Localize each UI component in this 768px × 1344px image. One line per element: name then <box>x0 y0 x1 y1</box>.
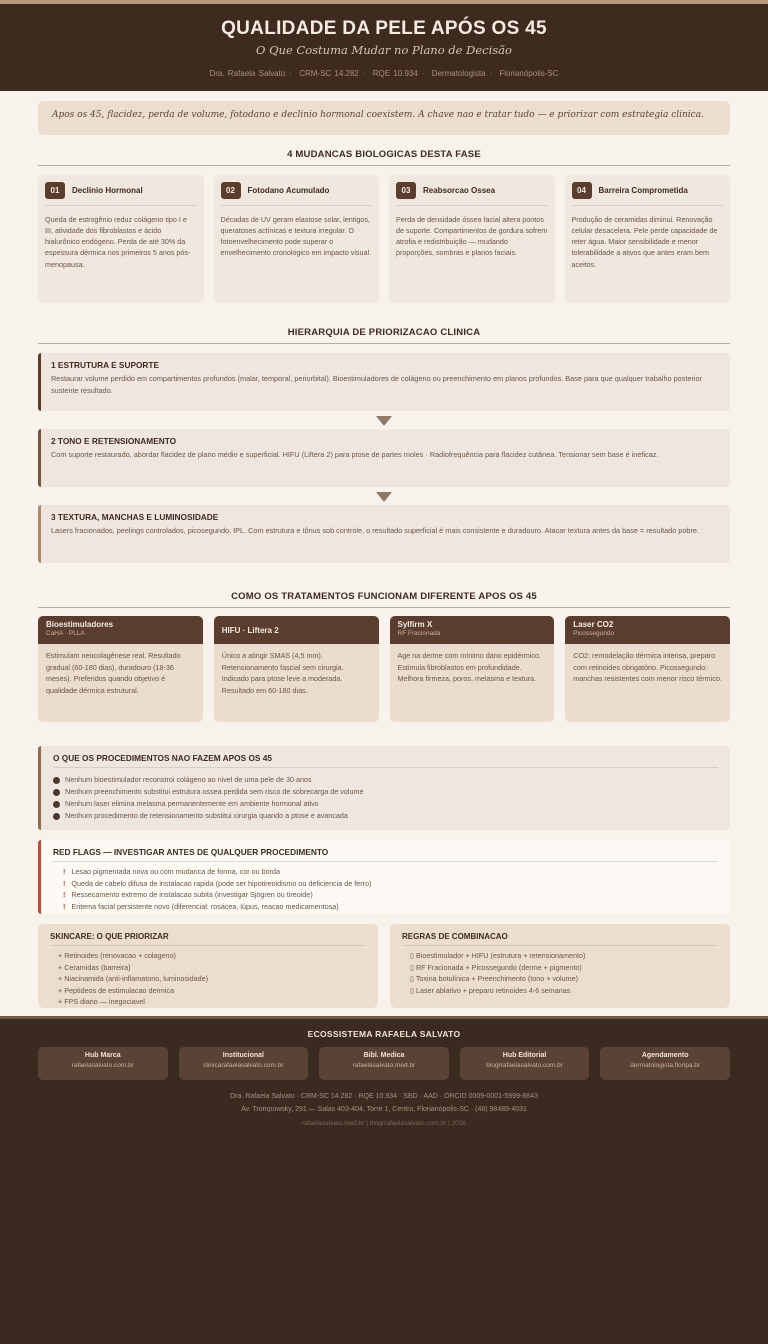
card-body: Produção de ceramidas diminui. Renovação celular desacelera. Pele perde capacidade de reter água. Maior sensibilidade e menor tolerabilidade a ativos que antes eram bem aceitos. <box>571 215 718 269</box>
bullet-dot-icon <box>53 801 60 808</box>
list-item: + Retinoides (renovacao + colageno) <box>58 951 176 960</box>
hierarchy-step <box>38 505 730 563</box>
author-name: Dra. Rafaela Salvato <box>209 69 286 78</box>
hub-url[interactable]: dermatologista.floripa.br <box>630 1062 701 1069</box>
card-body: Perda de densidade óssea facial altera pontos de suporte. Compartimentos de gordura sofrem atrofia e redistribuição — mudando proporções, sombras e planos faciais. <box>396 215 548 258</box>
bullet-dot-icon <box>53 813 60 820</box>
author-specialty: Dermatologista <box>431 69 486 78</box>
hub-link[interactable] <box>319 1047 449 1080</box>
list-item <box>63 901 718 913</box>
change-card <box>214 175 380 303</box>
card-number: 03 <box>396 182 416 199</box>
card-title: Barreira Comprometida <box>598 186 688 195</box>
treatment-card <box>214 616 379 722</box>
list-item-text: Lesao pigmentada nova ou com mudanca de forma, cor ou borda <box>71 867 280 876</box>
change-card <box>565 175 731 303</box>
changes-section <box>38 149 730 303</box>
change-card <box>38 175 204 303</box>
author-rqe: RQE 10.934 <box>372 69 418 78</box>
treatment-subtitle: CaHA · PLLA <box>46 630 85 637</box>
step-title: 1 ESTRUTURA E SUPORTE <box>51 360 160 370</box>
list-item <box>53 798 718 810</box>
hierarchy-step <box>38 353 730 411</box>
list-item: + FPS diario — inegociavel <box>58 997 145 1007</box>
card-number: 01 <box>45 182 65 199</box>
header <box>0 0 768 91</box>
skincare-list <box>50 950 366 1008</box>
hub-name: Hub Marca <box>84 1052 121 1059</box>
page-subtitle: O Que Costuma Mudar no Plano de Decisão <box>256 43 512 57</box>
card-body: Queda de estrogênio reduz colágeno tipo I e III, atividade dos fibroblastos e ácido hialurônico endógeno. Perda de até 30% da espessura dérmica nos primeiros 5 anos pós-menopausa. <box>45 215 191 269</box>
limits-box <box>38 746 730 830</box>
list-item: ▯ Bioestimulador + HIFU (estrutura + retensionamento) <box>410 951 586 960</box>
card-title: Fotodano Acumulado <box>247 186 330 195</box>
footer-address: Av. Trompowsky, 291 — Salas 403-404, Torre 1, Centro, Florianópolis-SC · (48) 98489-4031 <box>241 1106 527 1114</box>
list-item <box>63 889 718 901</box>
bullet-dot-icon <box>53 789 60 796</box>
changes-title: 4 MUDANCAS BIOLOGICAS DESTA FASE <box>38 149 730 166</box>
arrow-down-icon <box>376 416 392 426</box>
card-number: 02 <box>221 182 241 199</box>
hierarchy-section <box>38 327 730 563</box>
warning-icon: ! <box>63 890 66 900</box>
list-item-text: Eritema facial persistente novo (diferencial: rosácea, lúpus, reacao medicamentosa) <box>71 901 339 911</box>
hub-links <box>38 1047 730 1080</box>
treatment-name: HIFU · Liftera 2 <box>221 625 279 635</box>
limits-title: O QUE OS PROCEDIMENTOS NAO FAZEM APOS OS 45 <box>53 753 718 768</box>
hub-name: Institucional <box>222 1052 264 1059</box>
step-body: Lasers fracionados, peelings controlados, picosegundo, IPL. Com estrutura e tônus sob controle, o resultado superficial é mais consistente e duradouro. Atacar textura antes da base = resultado pobre. <box>51 526 699 535</box>
hub-name: Hub Editorial <box>502 1052 547 1059</box>
card-title: Declínio Hormonal <box>72 186 143 195</box>
list-item-text: Nenhum bioestimulador reconstroi colágeno ao nivel de uma pele de 30 anos <box>65 775 312 784</box>
hub-name: Agendamento <box>641 1052 689 1059</box>
combos-box <box>390 924 730 1008</box>
treatments-section <box>38 591 730 722</box>
warning-icon: ! <box>63 901 66 911</box>
arrow-down-icon <box>376 492 392 502</box>
page-title: QUALIDADE DA PELE APÓS OS 45 <box>221 18 547 39</box>
list-item: + Niacinamida (anti-inflamatorio, luminosidade) <box>58 974 209 984</box>
hub-link[interactable] <box>600 1047 730 1080</box>
bottom-boxes <box>38 924 730 1008</box>
card-number: 04 <box>572 182 592 199</box>
bullet-dot-icon <box>53 777 60 784</box>
list-item: ▯ RF Fracionada + Picossegundo (derme + pigmento) <box>410 962 582 972</box>
warning-icon: ! <box>63 867 66 876</box>
hierarchy-title: HIERARQUIA DE PRIORIZACAO CLINICA <box>38 327 730 344</box>
change-card <box>389 175 555 303</box>
author-meta: Dra. Rafaela Salvato · CRM-SC 14.282 · RQE 10.934 · Dermatologista · Florianópolis-SC <box>209 69 559 78</box>
treatments-title: COMO OS TRATAMENTOS FUNCIONAM DIFERENTE APOS OS 45 <box>38 591 730 608</box>
intro-text: Apos os 45, flacidez, perda de volume, fotodano e declinio hormonal coexistem. A chave nao e tratar tudo — e priorizar com estrategia clinica. <box>52 110 704 120</box>
intro-box <box>38 101 730 135</box>
treatment-body: Age na derme com mínimo dano epidérmico. Estimula fibroblastos em profundidade. Melhora firmeza, poros, melasma e textura. <box>397 651 541 684</box>
footer-title: ECOSSISTEMA RAFAELA SALVATO <box>307 1029 461 1039</box>
hub-url[interactable]: clinicarafaelasalvato.com.br <box>203 1062 284 1069</box>
treatment-body: Único a atingir SMAS (4,5 mm). Retensionamento fascial sem cirurgia. Indicado para ptose leve a moderada. Resultado em 60-180 dias. <box>221 651 344 695</box>
list-item-text: Nenhum laser elimina melasma permanentemente em ambiente hormonal ativo <box>65 799 319 809</box>
limits-list <box>53 774 718 822</box>
hub-link[interactable] <box>179 1047 309 1080</box>
treatment-subtitle: RF Fracionada <box>397 630 441 637</box>
list-item: + Peptideos de estimulacao dermica <box>58 985 175 995</box>
treatment-name: Laser CO2 <box>573 620 614 629</box>
red-flags-title: RED FLAGS — INVESTIGAR ANTES DE QUALQUER PROCEDIMENTO <box>53 847 718 862</box>
red-flags-box <box>38 840 730 914</box>
card-title: Reabsorcao Ossea <box>423 186 496 195</box>
list-item-text: Queda de cabelo difusa de instalacao rapida (pode ser hipotireoidismo ou deficiencia de ferro) <box>71 878 372 888</box>
card-body: Décadas de UV geram elastose solar, lentigos, queratoses actínicas e textura irregular. O fotoenvelhecimento pode superar o envelhecimento cronológico em impacto visual. <box>220 215 372 258</box>
step-title: 2 TONO E RETENSIONAMENTO <box>51 436 177 446</box>
list-item <box>63 866 718 878</box>
hierarchy-step <box>38 429 730 487</box>
list-item-text: Ressecamento extremo de instalacao subita (investigar Sjögren ou tireoide) <box>71 890 313 900</box>
list-item <box>53 774 718 786</box>
list-item: + Ceramidas (barreira) <box>58 962 131 972</box>
treatment-body: Estimulam neocolagênese real. Resultado gradual (60-180 dias), duradouro (18-36 meses). Preferidos quando objetivo é qualidade dérmica estrutural. <box>46 651 181 695</box>
treatment-name: Bioestimuladores <box>46 620 114 629</box>
list-item-text: Nenhum procedimento de retensionamento substitui cirurgia quando a ptose e avancada <box>65 811 348 821</box>
treatment-card <box>390 616 555 722</box>
changes-cards <box>38 175 730 303</box>
warning-icon: ! <box>63 878 66 888</box>
list-item <box>53 786 718 798</box>
treatment-name: Sylfirm X <box>397 620 433 629</box>
red-flags-list <box>53 866 718 912</box>
treatment-card <box>38 616 203 722</box>
list-item <box>63 878 718 890</box>
author-location: Florianópolis-SC <box>499 69 559 78</box>
combos-title: REGRAS DE COMBINACAO <box>402 932 718 946</box>
skincare-box <box>38 924 378 1008</box>
main-content <box>0 91 768 1016</box>
footer-links[interactable]: rafaelasalvato.med.br | blogrrafaelasalvato.com.br | 2026 <box>301 1119 467 1127</box>
footer <box>0 1016 768 1341</box>
list-item: ▯ Laser ablativo + preparo retinoides 4-6 semanas <box>410 985 571 995</box>
hub-link[interactable] <box>460 1047 590 1080</box>
footer-meta <box>0 1090 768 1117</box>
list-item <box>53 810 718 822</box>
treatment-card <box>565 616 730 722</box>
author-crm: CRM-SC 14.282 <box>299 69 359 78</box>
treatments-cards <box>38 616 730 722</box>
step-body: Restaurar volume perdido em compartimentos profundos (malar, temporal, periorbital). Bioestimuladores de colágeno ou preenchimento em planos profundos. Base para que qualquer trabalho posterior sustente resultado. <box>51 374 703 395</box>
step-title: 3 TEXTURA, MANCHAS E LUMINOSIDADE <box>51 512 219 522</box>
list-item: ▯ Toxina botulínica + Preenchimento (tono + volume) <box>410 974 579 984</box>
hub-link[interactable] <box>38 1047 168 1080</box>
hub-url[interactable]: rafaelasalvato.com.br <box>71 1062 134 1069</box>
treatment-body: CO2: remodelação dérmica intensa, preparo com retinoides obrigatório. Picossegundo: manchas resistentes com menor risco térmico. <box>573 651 722 684</box>
hub-url[interactable]: rafaelasalvato.med.br <box>352 1062 416 1069</box>
treatment-subtitle: Picossegundo <box>573 630 615 637</box>
hub-name: Bibl. Medica <box>363 1052 405 1059</box>
skincare-title: SKINCARE: O QUE PRIORIZAR <box>50 932 366 946</box>
list-item-text: Nenhum preenchimento substitui estrutura ossea perdida sem risco de sobrecarga de volume <box>65 787 364 797</box>
hub-url[interactable]: blogrrafaelasalvato.com.br <box>486 1062 563 1069</box>
footer-credentials: Dra. Rafaela Salvato · CRM-SC 14.282 · RQE 10.934 · SBD · AAD · ORCID 0009-0001-5999-8843 <box>230 1093 538 1100</box>
combos-list <box>402 950 718 996</box>
step-body: Com suporte restaurado, abordar flacidez de plano médio e superficial. HIFU (Liftera 2) para ptose de partes moles · Radiofrequência para flacidez cutânea. Tensionar sem base é ineficaz. <box>51 450 659 459</box>
